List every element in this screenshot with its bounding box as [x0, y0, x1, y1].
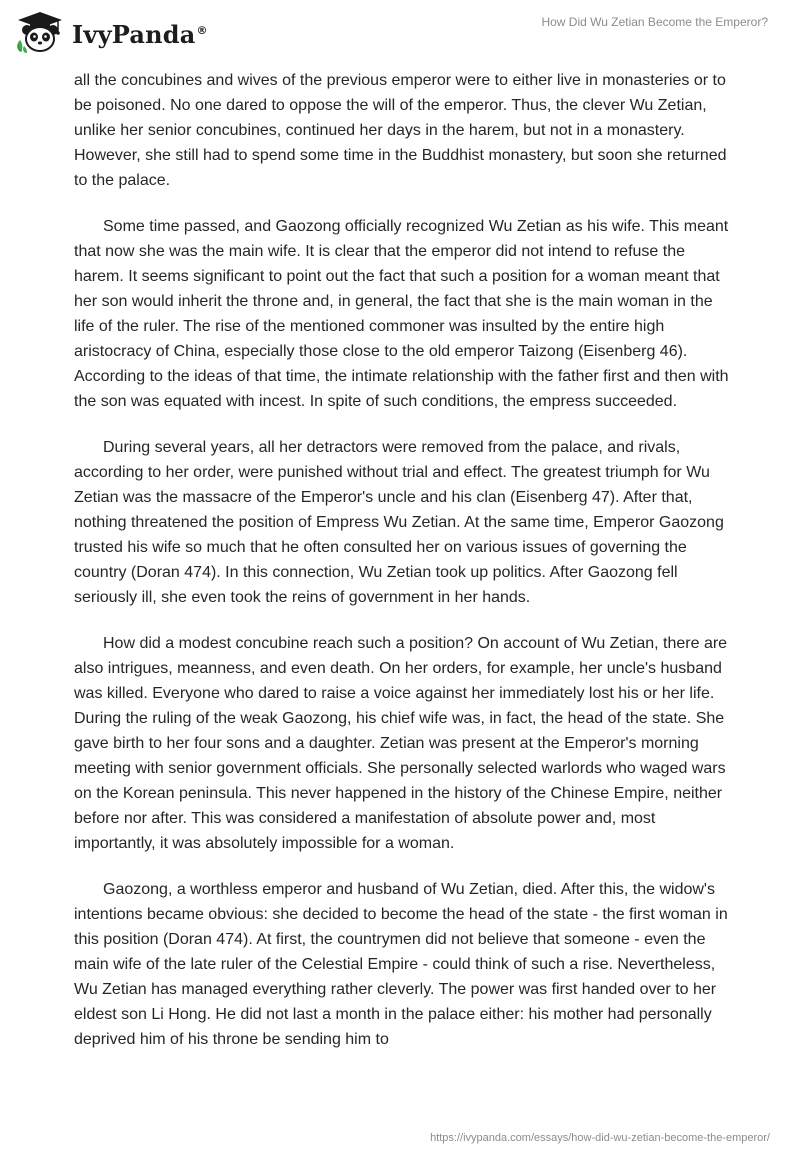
brand-name: IvyPanda® — [72, 19, 208, 49]
essay-body — [74, 68, 734, 1073]
paragraph: Some time passed, and Gaozong officially recognized Wu Zetian as his wife. This meant that now she was the main wife. It is clear that the emperor did not intend to refuse the harem. It seems significant to point out the fact that such a position for a woman meant that her son would inherit the throne and, in general, the fact that she is the main woman in the life of the ruler. The rise of the mentioned commoner was insulted by the entire high aristocracy of China, especially those close to the old emperor Taizong (Eisenberg 46). According to the ideas of that time, the intimate relationship with the father first and then with the son was equated with incest. In spite of such conditions, the empress succeeded. — [74, 218, 729, 410]
source-url[interactable]: https://ivypanda.com/essays/how-did-wu-zetian-become-the-emperor/ — [430, 1132, 770, 1144]
document-title: How Did Wu Zetian Become the Emperor? — [541, 15, 768, 29]
paragraph: How did a modest concubine reach such a position? On account of Wu Zetian, there are also intrigues, meanness, and even death. On her orders, for example, her uncle's husband was killed. Everyone who dared to raise a voice against her immediately lost his or her life. During the ruling of the weak Gaozong, his chief wife was, in fact, the head of the state. She gave birth to her four sons and a daughter. Zetian was present at the Emperor's morning meeting with senior government officials. She personally selected warlords who waged wars on the Korean peninsula. This never happened in the history of the Chinese Empire, neither before nor after. This was considered a manifestation of absolute power and, most importantly, it was absolutely impossible for a woman. — [74, 635, 728, 852]
paragraph-continued: all the concubines and wives of the previous emperor were to either live in monasteries or to be poisoned. No one dared to oppose the will of the emperor. Thus, the clever Wu Zetian, unlike her senior concubines, continued her days in the harem, but not in a monastery. However, she still had to spend some time in the Buddhist monastery, but soon she returned to the palace. — [74, 72, 727, 189]
page-header — [0, 0, 800, 60]
panda-logo-icon — [14, 10, 66, 54]
paragraph: Gaozong, a worthless emperor and husband of Wu Zetian, died. After this, the widow's intentions became obvious: she decided to become the head of the state - the first woman in this position (Doran 474). At first, the countrymen did not believe that someone - even the main wife of the late ruler of the Celestial Empire - could think of such a rise. Nevertheless, Wu Zetian has managed everything rather cleverly. The power was first handed over to her eldest son Li Hong. He did not last a month in the palace either: his mother had personally deprived him of his throne be sending him to — [74, 881, 728, 1048]
ivypanda-logo[interactable] — [14, 10, 208, 54]
registered-mark: ® — [196, 23, 208, 37]
paragraph: During several years, all her detractors were removed from the palace, and rivals, according to her order, were punished without trial and effect. The greatest triumph for Wu Zetian was the massacre of the Emperor's uncle and his clan (Eisenberg 47). After that, nothing threatened the position of Empress Wu Zetian. At the same time, Emperor Gaozong trusted his wife so much that he often consulted her on various issues of governing the country (Doran 474). In this connection, Wu Zetian took up politics. After Gaozong fell seriously ill, she even took the reins of government in her hands. — [74, 439, 724, 606]
